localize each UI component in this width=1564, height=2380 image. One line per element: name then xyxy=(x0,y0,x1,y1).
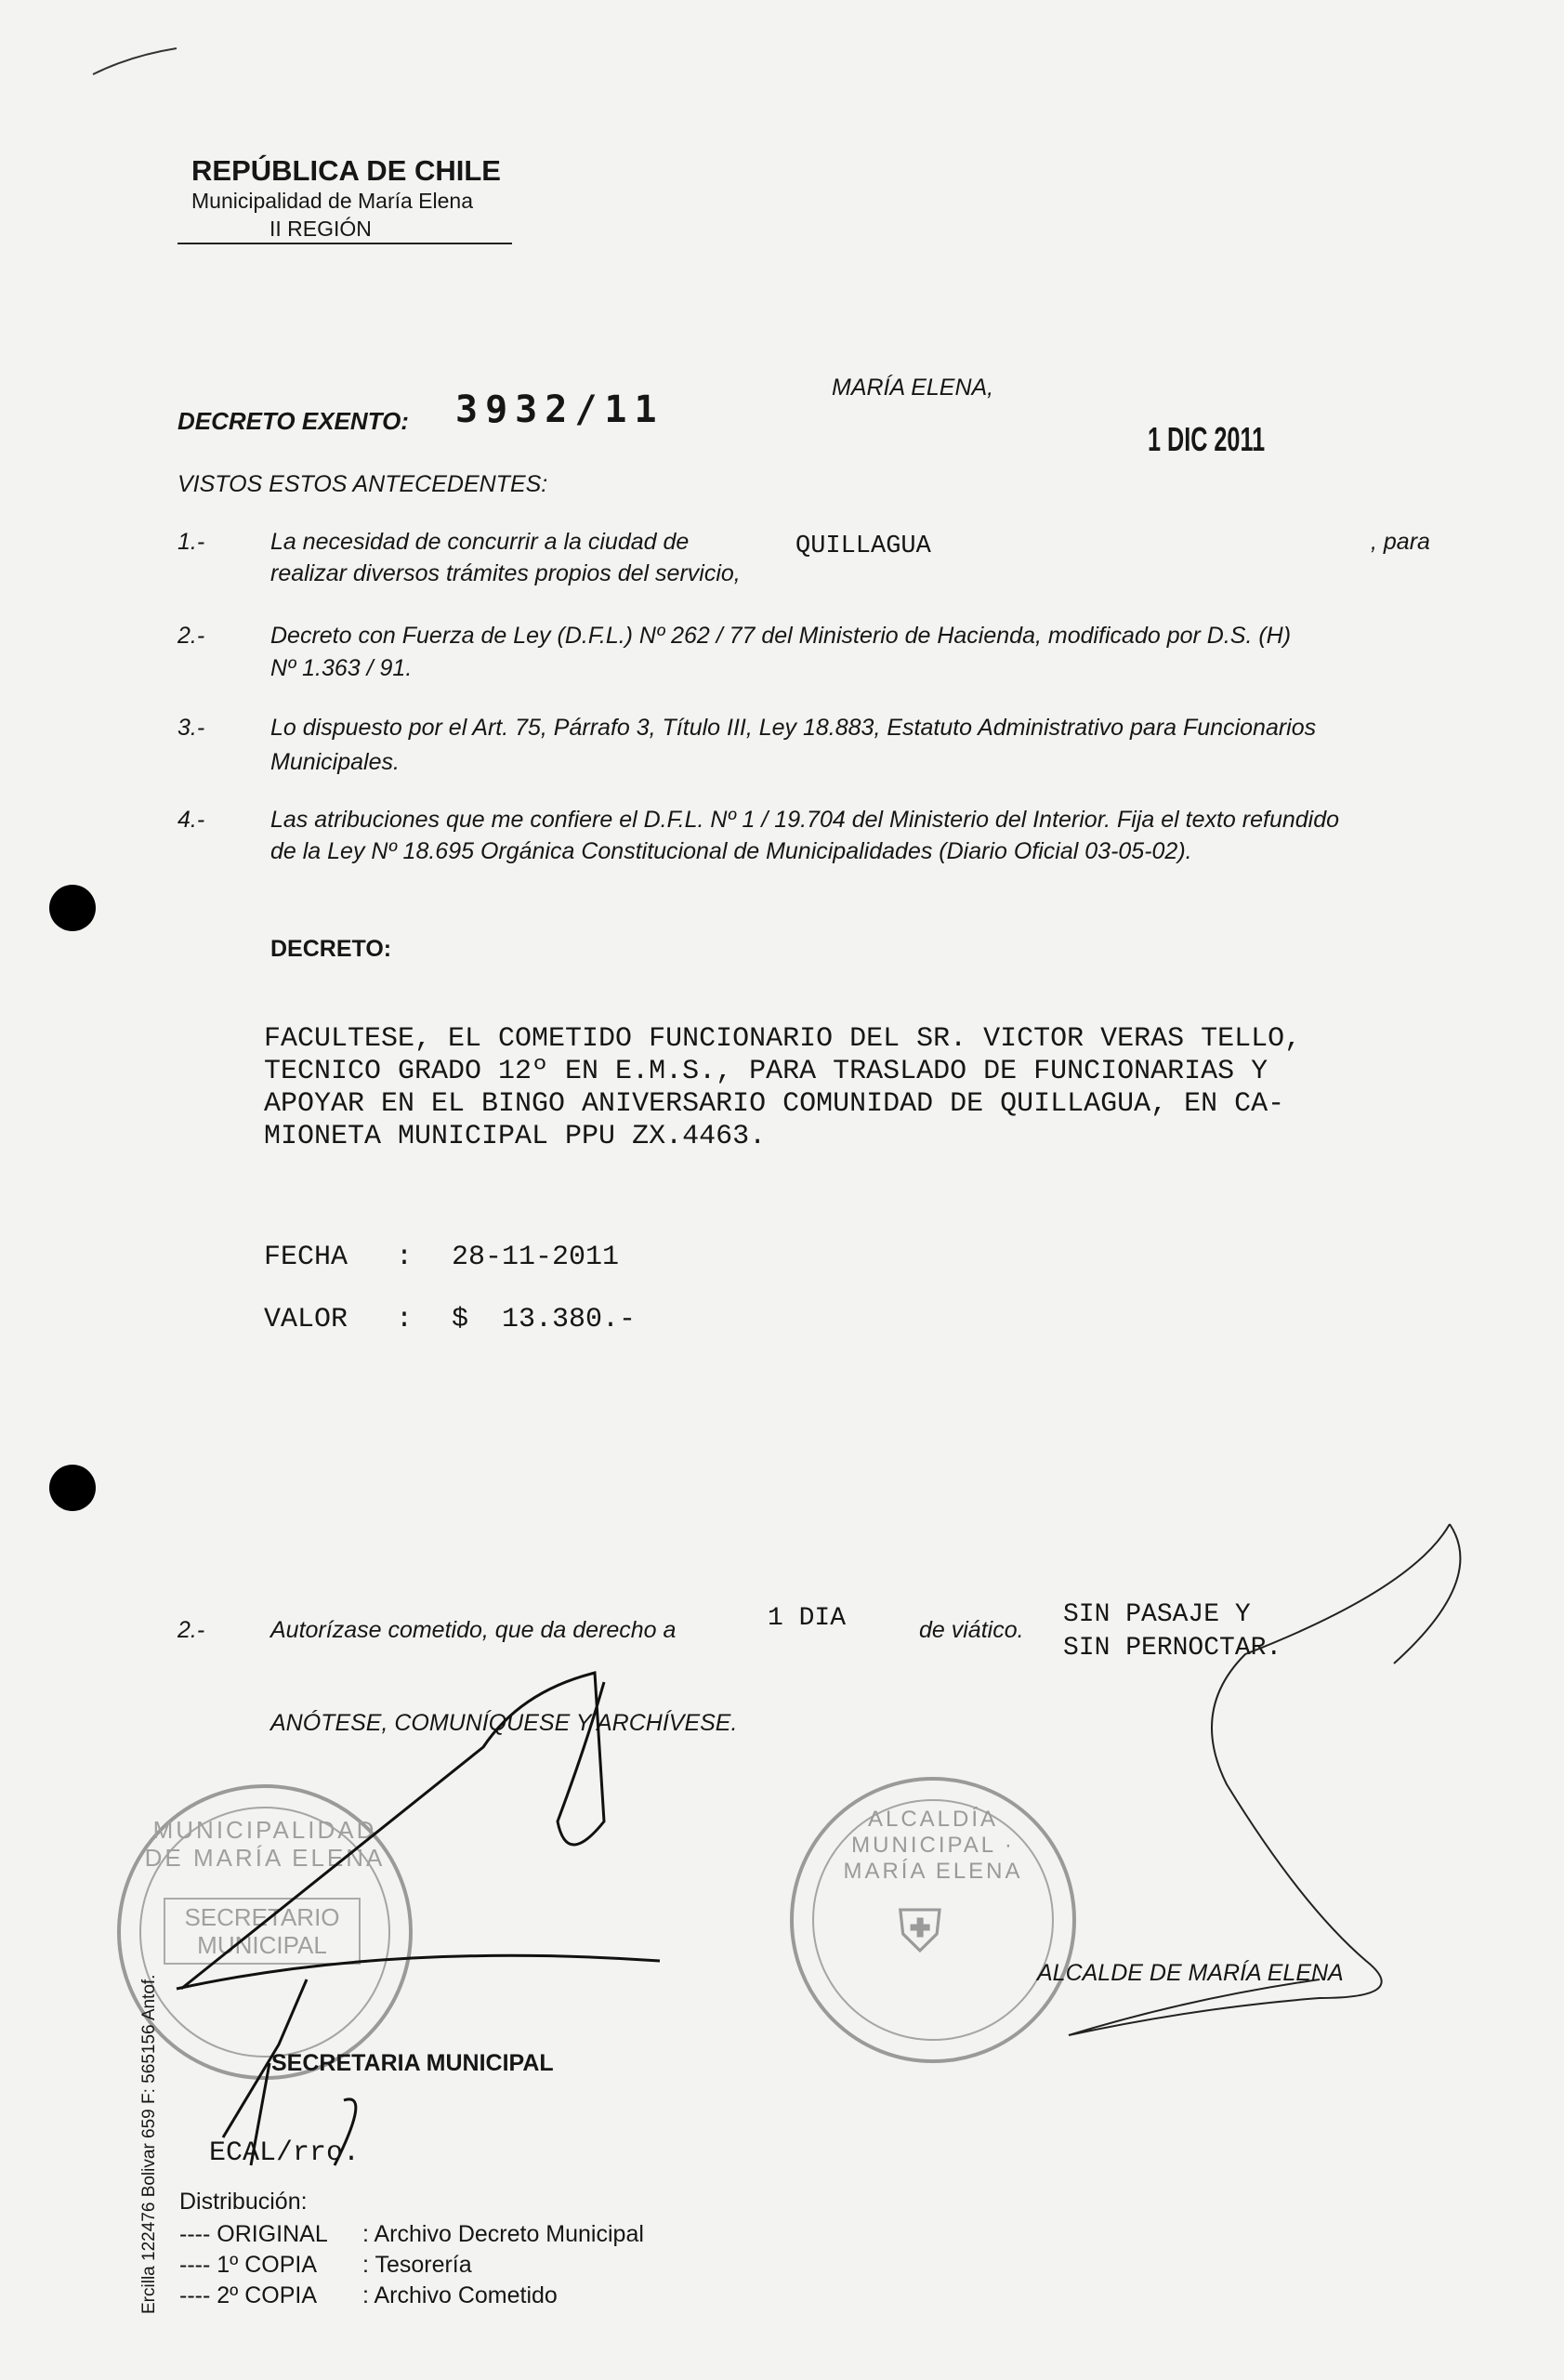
item-number: 3.- xyxy=(177,715,205,741)
distribution-dest: : Archivo Cometido xyxy=(362,2282,558,2308)
item-text: Nº 1.363 / 91. xyxy=(270,655,413,681)
decreto-body-line: MIONETA MUNICIPAL PPU ZX.4463. xyxy=(264,1121,767,1152)
decreto-body-line: TECNICO GRADO 12º EN E.M.S., PARA TRASLADO DE FUNCIONARIAS Y xyxy=(264,1056,1268,1087)
mayor-title: ALCALDE DE MARÍA ELENA xyxy=(1037,1960,1344,1986)
point2-suffix: de viático. xyxy=(919,1617,1024,1643)
item-text: Las atribuciones que me confiere el D.F.L. Nº 1 / 19.704 del Ministerio del Interior. Fija el texto refundido xyxy=(270,807,1340,833)
item-text-suffix: , para xyxy=(1371,529,1430,555)
decreto-body-line: APOYAR EN EL BINGO ANIVERSARIO COMUNIDAD DE QUILLAGUA, EN CA- xyxy=(264,1088,1285,1120)
header-rule xyxy=(177,243,512,244)
item-text: Lo dispuesto por el Art. 75, Párrafo 3, Título III, Ley 18.883, Estatuto Administrativo para Funcionarios xyxy=(270,715,1317,741)
item-text: Decreto con Fuerza de Ley (D.F.L.) Nº 262 / 77 del Ministerio de Hacienda, modificado por D.S. (H) xyxy=(270,623,1292,649)
distribution-copy: ---- 1º COPIA xyxy=(179,2252,318,2278)
decree-number: 3932/11 xyxy=(455,388,664,431)
closing-formula: ANÓTESE, COMUNÍQUESE Y ARCHÍVESE. xyxy=(270,1710,738,1736)
region-name: II REGIÓN xyxy=(269,217,372,241)
decreto-body-line: FACULTESE, EL COMETIDO FUNCIONARIO DEL SR. VICTOR VERAS TELLO, xyxy=(264,1023,1302,1055)
distribution-copy: ---- 2º COPIA xyxy=(179,2282,318,2308)
distribution-copy: ---- ORIGINAL xyxy=(179,2221,328,2247)
country-heading: REPÚBLICA DE CHILE xyxy=(191,154,501,187)
place-label: MARÍA ELENA, xyxy=(832,375,994,401)
note-line: SIN PASAJE Y xyxy=(1063,1600,1251,1629)
item-text: de la Ley Nº 18.695 Orgánica Constitucional de Municipalidades (Diario Oficial 03-05-02). xyxy=(270,838,1192,864)
date-stamp: 1 DIC 2011 xyxy=(1148,420,1266,458)
stamp-center-text: SECRETARIO MUNICIPAL xyxy=(164,1898,361,1965)
item-text: Municipales. xyxy=(270,749,400,775)
point2-number: 2.- xyxy=(177,1617,205,1643)
fecha-value: 28-11-2011 xyxy=(452,1242,620,1273)
vistos-heading: VISTOS ESTOS ANTECEDENTES: xyxy=(177,471,548,497)
viatico-days: 1 DIA xyxy=(768,1604,847,1633)
stamp-ring-text: ALCALDÍA MUNICIPAL · MARÍA ELENA xyxy=(843,1807,1023,1884)
item-number: 2.- xyxy=(177,623,205,649)
destination-value: QUILLAGUA xyxy=(795,533,931,560)
item-number: 1.- xyxy=(177,529,205,555)
printer-imprint: Ercilla 122476 Bolivar 659 F: 565156 Antof. xyxy=(139,1974,159,2314)
punch-hole xyxy=(49,885,96,931)
stamp-ring-text: MUNICIPALIDAD DE MARÍA ELENA xyxy=(144,1816,386,1872)
punch-hole xyxy=(49,1465,96,1511)
secretary-stamp xyxy=(117,1784,413,2080)
note-line: SIN PERNOCTAR. xyxy=(1063,1634,1282,1663)
valor-value: $ 13.380.- xyxy=(452,1304,637,1335)
item-number: 4.- xyxy=(177,807,205,833)
coat-of-arms-icon: ⛨ xyxy=(898,1898,942,1965)
valor-label: VALOR xyxy=(264,1304,348,1335)
initials: ECAL/rro. xyxy=(209,2137,361,2169)
municipality-name: Municipalidad de María Elena xyxy=(191,189,474,213)
item-text: realizar diversos trámites propios del servicio, xyxy=(270,560,741,586)
valor-colon: : xyxy=(396,1304,414,1335)
secretary-title: SECRETARIA MUNICIPAL xyxy=(271,2050,554,2076)
distribution-heading: Distribución: xyxy=(179,2189,308,2215)
point2-text: Autorízase cometido, que da derecho a xyxy=(270,1617,677,1643)
fecha-label: FECHA xyxy=(264,1242,348,1273)
distribution-dest: : Archivo Decreto Municipal xyxy=(362,2221,644,2247)
decree-label: DECRETO EXENTO: xyxy=(177,407,409,435)
distribution-dest: : Tesorería xyxy=(362,2252,472,2278)
mayor-stamp xyxy=(790,1777,1076,2063)
item-text: La necesidad de concurrir a la ciudad de xyxy=(270,529,690,555)
decreto-heading: DECRETO: xyxy=(270,936,392,962)
fecha-colon: : xyxy=(396,1242,414,1273)
